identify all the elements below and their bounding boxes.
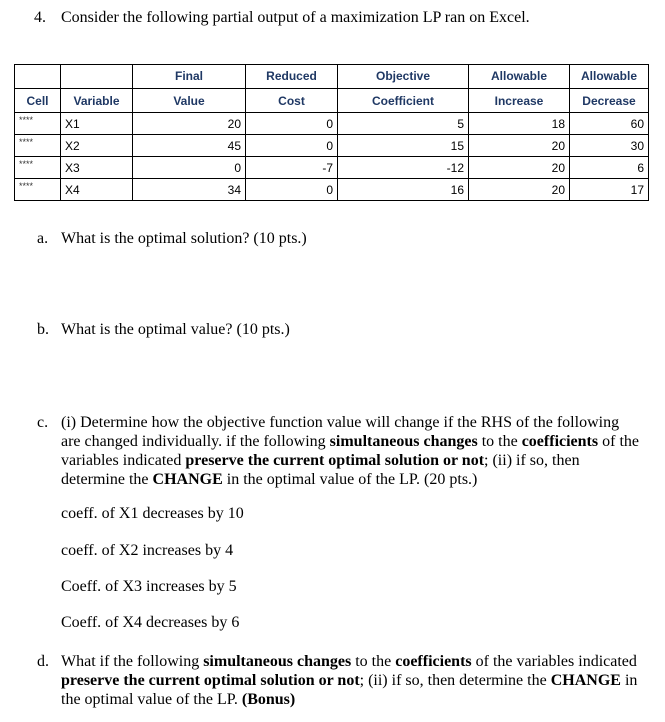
- question-title: [34, 9, 530, 27]
- cell-ref: ****: [15, 179, 61, 201]
- change-item: coeff. of X1 decreases by 10: [61, 505, 244, 522]
- objective-coefficient: 16: [338, 179, 469, 201]
- objective-coefficient: -12: [338, 157, 469, 179]
- allowable-decrease: 60: [570, 113, 649, 135]
- table-row: [15, 157, 649, 179]
- final-value: 0: [133, 157, 246, 179]
- allowable-increase: 20: [469, 135, 570, 157]
- cell-ref: ****: [15, 157, 61, 179]
- header-top-variable: [61, 65, 133, 89]
- part-b-text: What is the optimal value? (10 pts.): [61, 321, 290, 338]
- table-row: [15, 179, 649, 201]
- table-row: [15, 113, 649, 135]
- allowable-increase: 20: [469, 179, 570, 201]
- part-a-text: What is the optimal solution? (10 pts.): [61, 230, 307, 247]
- header-top-objective: Objective: [338, 65, 469, 89]
- variable-name: X4: [61, 179, 133, 201]
- part-c-label: c.: [37, 414, 49, 431]
- reduced-cost: -7: [246, 157, 338, 179]
- header-increase: Increase: [469, 89, 570, 113]
- change-item: Coeff. of X3 increases by 5: [61, 578, 237, 595]
- variable-name: X1: [61, 113, 133, 135]
- header-top-final: Final: [133, 65, 246, 89]
- cell-ref: ****: [15, 113, 61, 135]
- reduced-cost: 0: [246, 113, 338, 135]
- part-d-label: d.: [37, 653, 49, 670]
- header-top-allowable-decrease: Allowable: [570, 65, 649, 89]
- change-item: coeff. of X2 increases by 4: [61, 542, 234, 559]
- header-cell: Cell: [15, 89, 61, 113]
- part-a-label: a.: [37, 230, 49, 247]
- question-number: 4.: [34, 9, 46, 26]
- reduced-cost: 0: [246, 135, 338, 157]
- question-text: Consider the following partial output of a maximization LP ran on Excel.: [61, 9, 530, 26]
- table-header-row-bottom: [15, 89, 649, 113]
- final-value: 34: [133, 179, 246, 201]
- reduced-cost: 0: [246, 179, 338, 201]
- variable-name: X2: [61, 135, 133, 157]
- allowable-increase: 20: [469, 157, 570, 179]
- table-row: [15, 135, 649, 157]
- final-value: 20: [133, 113, 246, 135]
- objective-coefficient: 5: [338, 113, 469, 135]
- objective-coefficient: 15: [338, 135, 469, 157]
- header-coefficient: Coefficient: [338, 89, 469, 113]
- final-value: 45: [133, 135, 246, 157]
- allowable-decrease: 17: [570, 179, 649, 201]
- part-c-text: (i) Determine how the objective function value will change if the RHS of the following are changed individually. if the following simultaneous changes to the coefficients of the variables indicated preserve the current optimal solution or not; (ii) if so, then determine the CHANGE in the optimal value of the LP. (20 pts.): [61, 414, 639, 488]
- part-b-label: b.: [37, 321, 49, 338]
- header-decrease: Decrease: [570, 89, 649, 113]
- header-value: Value: [133, 89, 246, 113]
- variable-name: X3: [61, 157, 133, 179]
- allowable-decrease: 30: [570, 135, 649, 157]
- header-top-allowable-increase: Allowable: [469, 65, 570, 89]
- header-cost: Cost: [246, 89, 338, 113]
- allowable-increase: 18: [469, 113, 570, 135]
- part-d-text: What if the following simultaneous changes to the coefficients of the variables indicated preserve the current optimal solution or not; (ii) if so, then determine the CHANGE in the optimal value of the LP. (Bonus): [61, 653, 638, 708]
- header-variable: Variable: [61, 89, 133, 113]
- change-item: Coeff. of X4 decreases by 6: [61, 614, 240, 631]
- table-header-row-top: [15, 65, 649, 89]
- sensitivity-table: [14, 64, 649, 201]
- header-top-reduced: Reduced: [246, 65, 338, 89]
- header-top-cell: [15, 65, 61, 89]
- cell-ref: ****: [15, 135, 61, 157]
- allowable-decrease: 6: [570, 157, 649, 179]
